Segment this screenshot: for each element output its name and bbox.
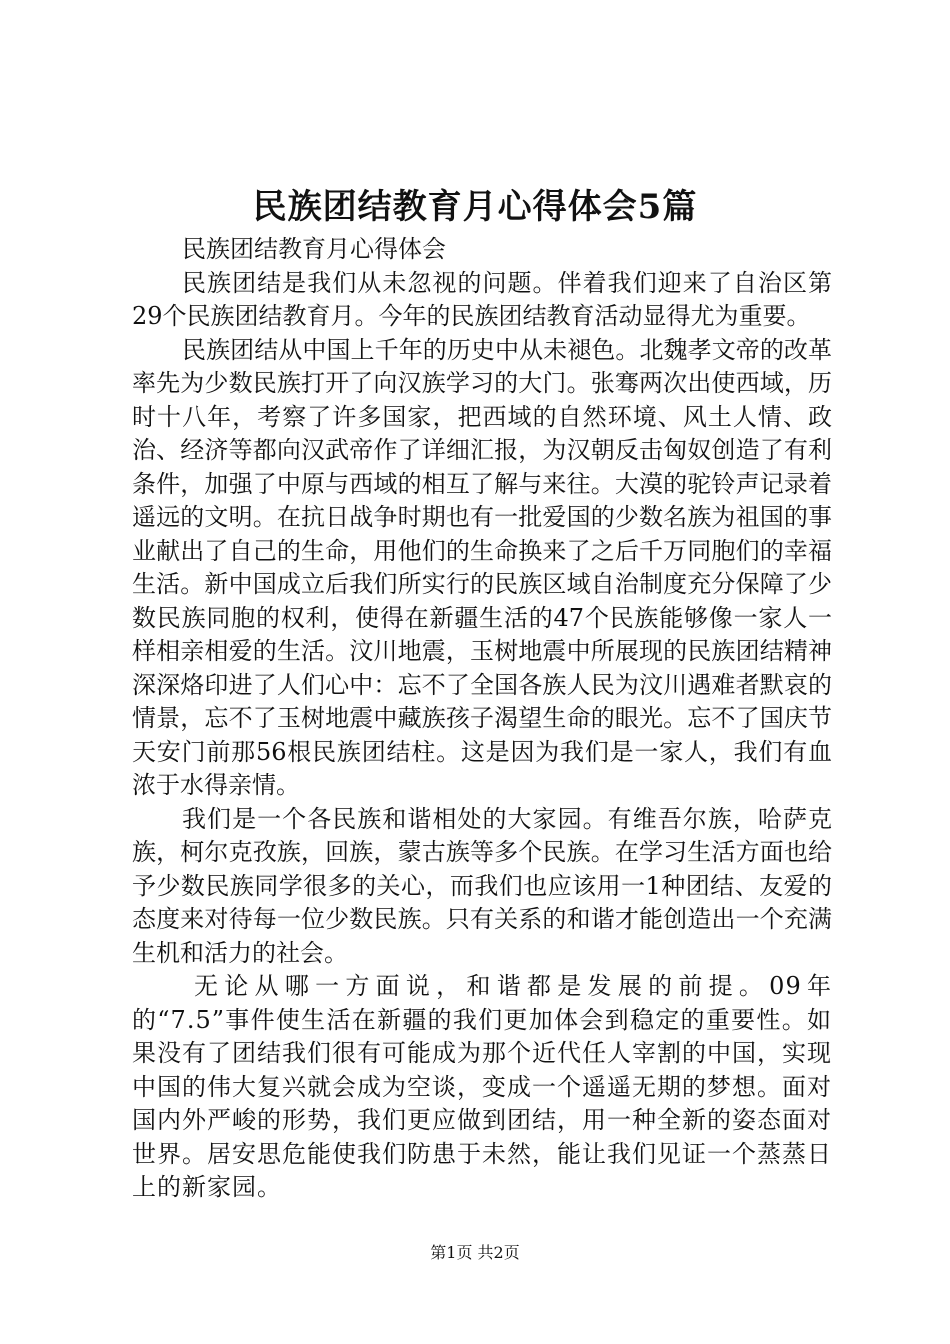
paragraph-4: 无论从哪一方面说，和谐都是发展的前提。09年的“7.5”事件使生活在新疆的我们更加体会到稳定的重要性。如果没有了团结我们很有可能成为那个近代任人宰割的中国，实现中国的伟大复兴就会成为空谈，变成一个遥遥无期的梦想。面对国内外严峻的形势，我们更应做到团结，用一种全新的姿态面对世界。居安思危能使我们防患于未然，能让我们见证一个蒸蒸日上的新家园。 bbox=[132, 972, 832, 1201]
paragraph-3: 我们是一个各民族和谐相处的大家园。有维吾尔族，哈萨克族，柯尔克孜族，回族，蒙古族等多个民族。在学习生活方面也给予少数民族同学很多的关心，而我们也应该用一1种团结、友爱的态度来对待每一位少数民族。只有关系的和谐才能创造出一个充满生机和活力的社会。 bbox=[132, 804, 832, 967]
document-title: 民族团结教育月心得体会5篇 bbox=[252, 187, 698, 227]
page-footer: 第1页 共2页 bbox=[430, 1243, 520, 1262]
paragraph-1: 民族团结是我们从未忽视的问题。伴着我们迎来了自治区第29个民族团结教育月。今年的民族团结教育活动显得尤为重要。 bbox=[132, 268, 832, 330]
paragraph-2: 民族团结从中国上千年的历史中从未褪色。北魏孝文帝的改革率先为少数民族打开了向汉族学习的大门。张骞两次出使西域，历时十八年，考察了许多国家，把西域的自然环境、风土人情、政治、经济等都向汉武帝作了详细汇报，为汉朝反击匈奴创造了有利条件，加强了中原与西域的相互了解与来往。大漠的驼铃声记录着遥远的文明。在抗日战争时期也有一批爱国的少数名族为祖国的事业献出了自己的生命，用他们的生命换来了之后千万同胞们的幸福生活。新中国成立后我们所实行的民族区域自治制度充分保障了少数民族同胞的权利，使得在新疆生活的47个民族能够像一家人一样相亲相爱的生活。汶川地震，玉树地震中所展现的民族团结精神深深烙印进了人们心中：忘不了全国各族人民为汶川遇难者默哀的情景，忘不了玉树地震中藏族孩子渴望生命的眼光。忘不了国庆节天安门前那56根民族团结柱。这是因为我们是一家人，我们有血浓于水得亲情。 bbox=[132, 335, 832, 799]
document-body bbox=[132, 233, 832, 1205]
document-subtitle: 民族团结教育月心得体会 bbox=[182, 235, 446, 263]
